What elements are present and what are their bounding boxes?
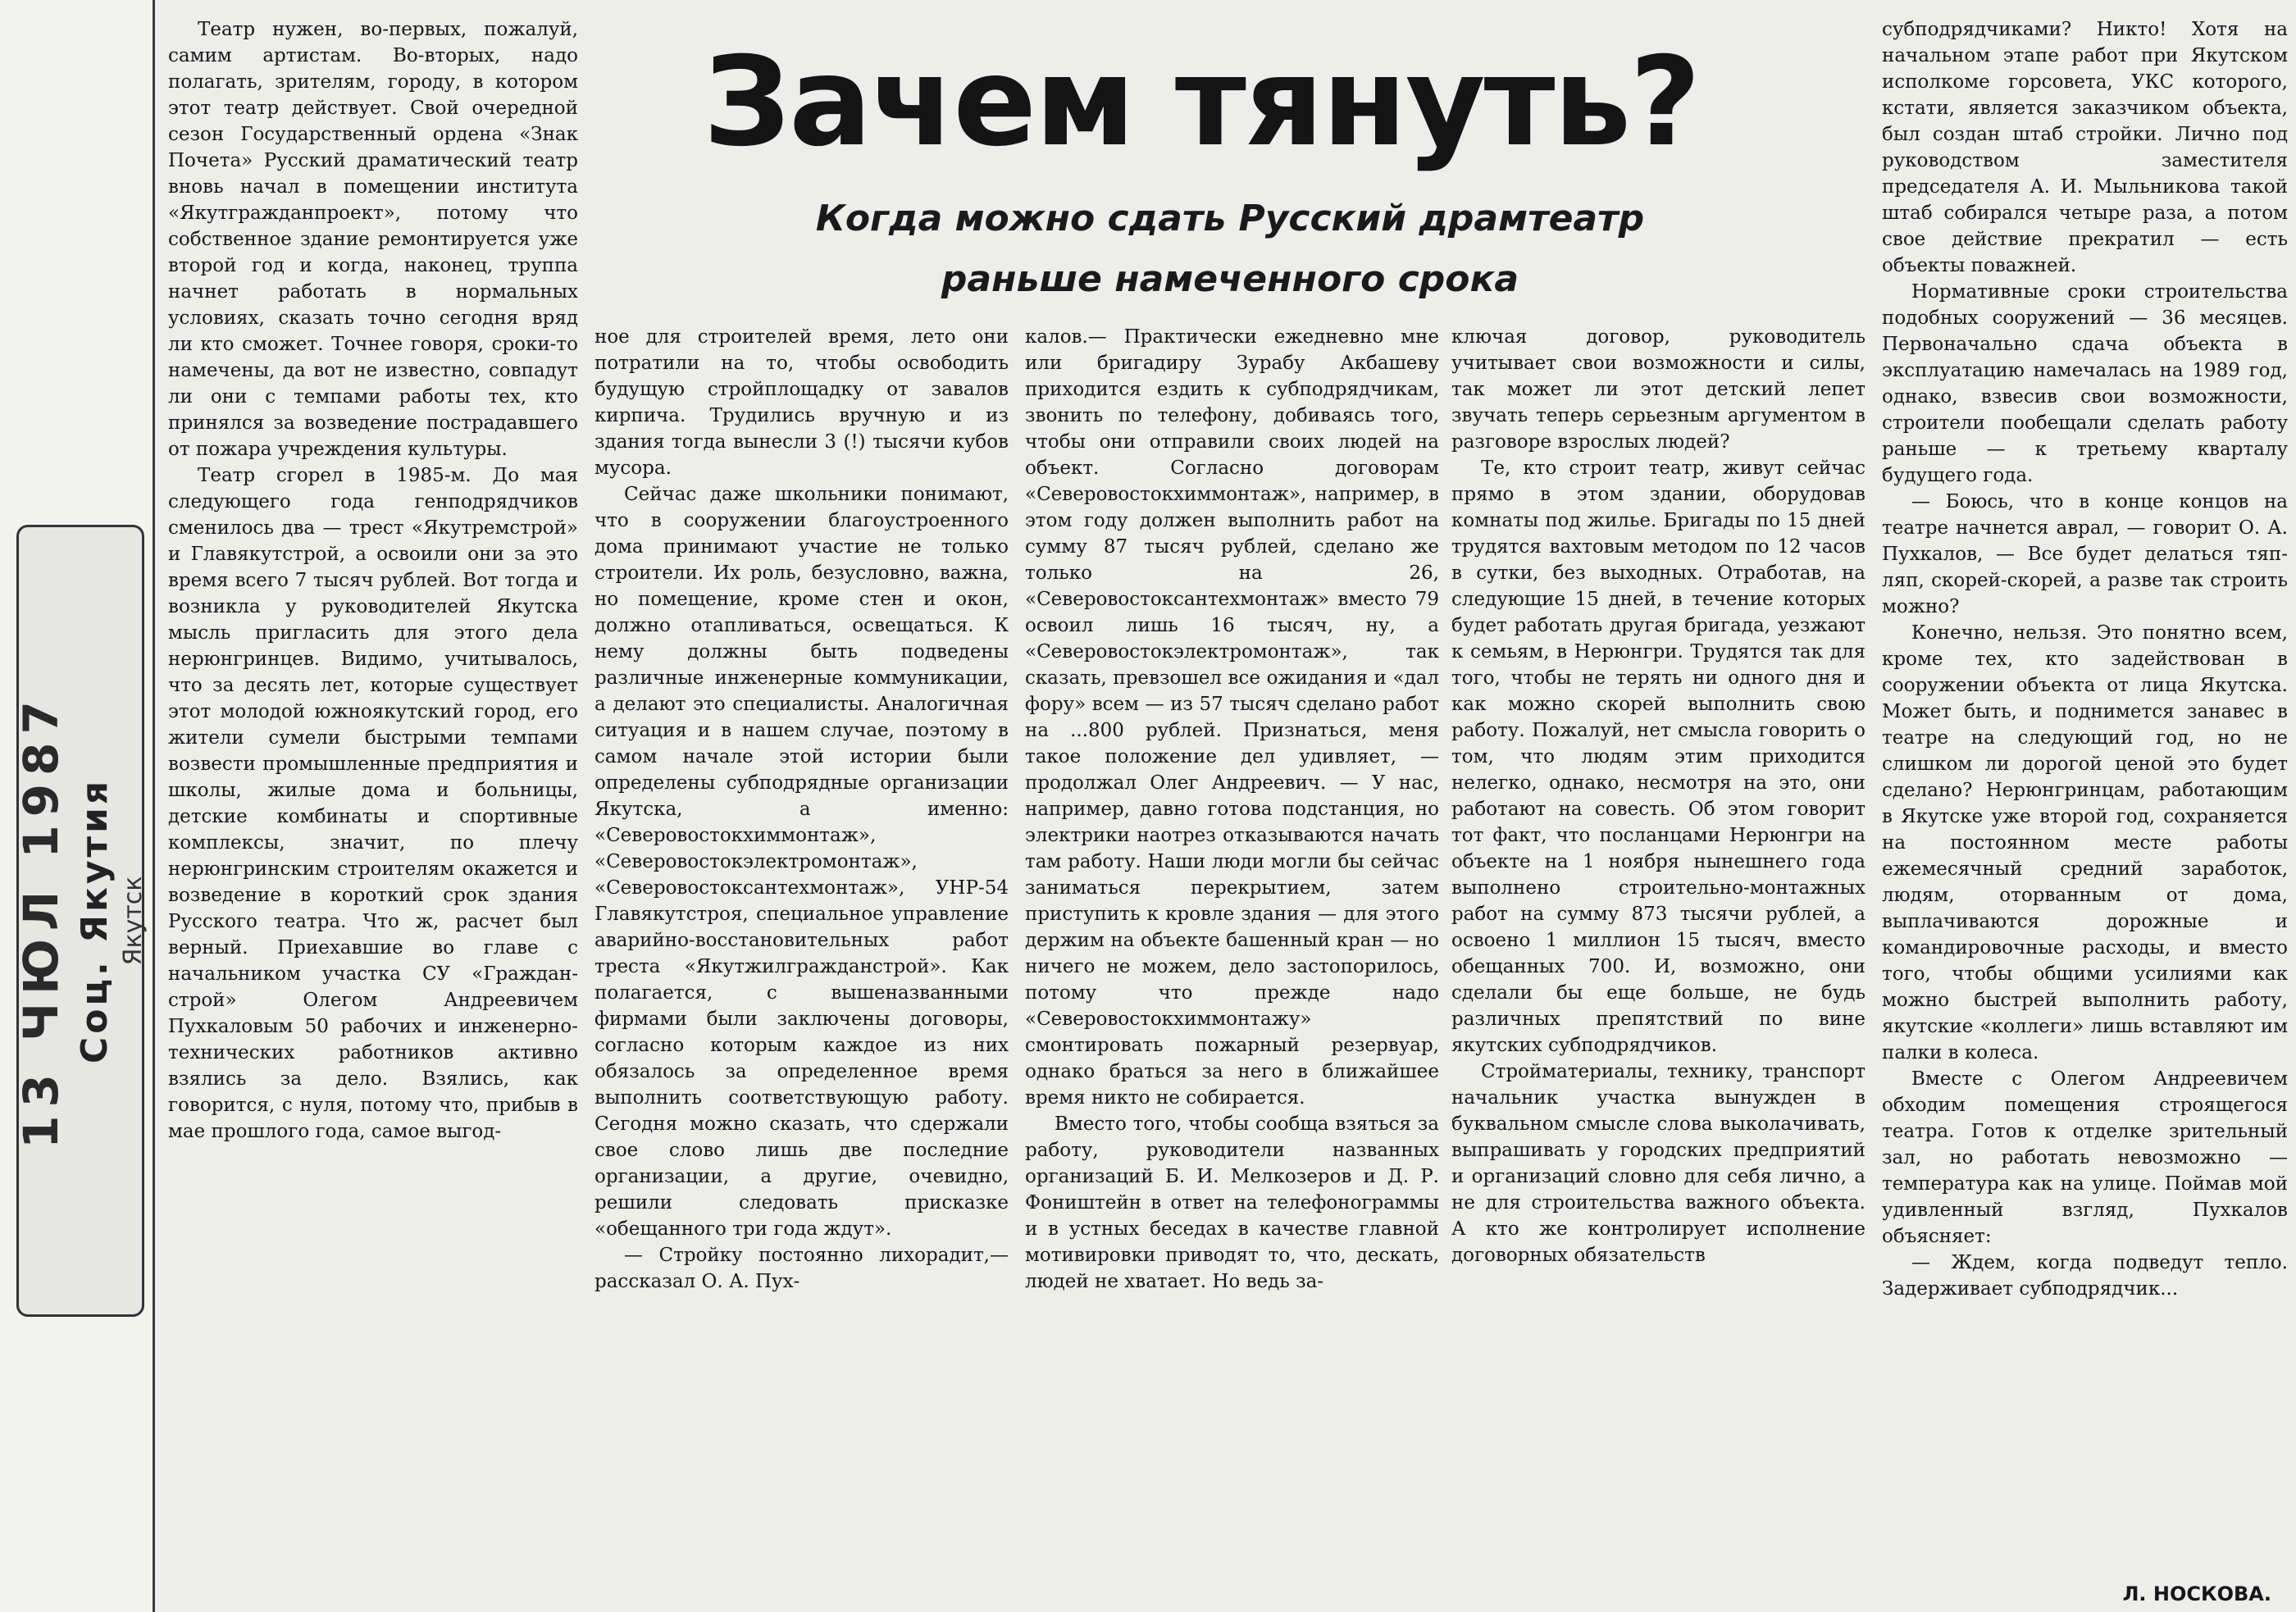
article-subheadline bbox=[722, 189, 1738, 310]
article-headline: Зачем тянуть? bbox=[703, 31, 1700, 174]
paragraph: Вместе с Олегом Андреевичем обходим помещения строящегося театра. Готов к отделке зрительный зал, но работать невозможно — температура как на улице. Поймав мой удивленный взгляд, Пухкалов объясняет: bbox=[1882, 1068, 2288, 1247]
paragraph: Вместо того, чтобы сообща взяться за работу, руководители названных организаций Б. И. Мелкозеров и Д. Р. Фоништейн в ответ на телефонограммы и в устных беседах в качестве главной мотивировки приводят то, что, дескать, людей не хватает. Но ведь за- bbox=[1025, 1113, 1439, 1292]
paragraph: ключая договор, руководитель учитывает свои возможности и силы, так может ли этот детский лепет звучать теперь серьезным аргументом в разговоре взрослых людей? bbox=[1451, 326, 1866, 453]
paragraph: ное для строителей время, лето они потратили на то, чтобы освободить будущую стройплощадку от завалов кирпича. Трудились вручную и из здания тогда вынесли 3 (!) тысячи кубов мусора. bbox=[594, 326, 1009, 479]
stamp-date: 13 ЧЮЛ 1987 bbox=[13, 693, 69, 1149]
paragraph: Сейчас даже школьники понимают, что в сооружении благоустроенного дома принимают участие не только строители. Их роль, безусловно, важна, но помещение, кроме стен и окон, должно отапливаться, освещаться. К нему должны быть подведены различные инженерные коммуникации, а делают это специалисты. Аналогичная ситуация и в нашем случае, поэтому в самом начале этой истории были определены субподрядные организации Якутска, а именно: «Северовостокхиммонтаж», «Северовостокэлектромонтаж», «Северовостоксантехмонтаж», УНР-54 Главякутстроя, специальное управление аварийно-восстановительных работ треста «Якутжилгражданстрой». Как полагается, с вышеназванными фирмами были заключены договоры, согласно которым каждое из них обязалось за определенное время выполнить соответствующую работу. Сегодня можно сказать, что сдержали свое слово лишь две последние организации, а другие, очевидно, решили следовать присказке «обещанного три года ждут». bbox=[594, 484, 1009, 1240]
subheadline-line-1: Когда можно сдать Русский драмтеатр bbox=[815, 198, 1645, 239]
paragraph: Конечно, нельзя. Это понятно всем, кроме тех, кто задействован в сооружении объекта от лица Якутска. Может быть, и поднимется занавес в театре на следующий год, но не слишком ли дорогой ценой это будет сделано? Нерюнгринцам, работающим в Якутске уже второй год, сохраняется на постоянном месте работы ежемесячный средний заработок, людям, оторванным от дома, выплачиваются дорожные и командировочные расходы, и вместо того, чтобы общими усилиями как можно быстрей выполнить работу, якутские «коллеги» лишь вставляют им палки в колеса. bbox=[1882, 622, 2288, 1063]
article-column-3 bbox=[1025, 324, 1439, 1599]
paragraph: — Боюсь, что в конце концов на театре начнется аврал, — говорит О. А. Пухкалов, — Все будет делаться тяп-ляп, скорей-скорей, а разве так строить можно? bbox=[1882, 491, 2288, 617]
clipping-edge bbox=[153, 0, 155, 1612]
article-column-4 bbox=[1451, 324, 1866, 1599]
paragraph: калов.— Практически ежедневно мне или бригадиру Зурабу Акбашеву приходится ездить к субподрядчикам, звонить по телефону, добиваясь того, чтобы они отправили своих людей на объект. Согласно договорам «Северовостокхиммонтаж», например, в этом году должен выполнить работ на сумму 87 тысяч рублей, сделано же только на 26, «Северовостоксантехмонтаж» вместо 79 освоил лишь 16 тысяч, ну, а «Северовостокэлектромонтаж», так сказать, превзошел все ожидания и «дал фору» всем — из 57 тысяч сделано работ на ...800 рублей. Признаться, меня такое положение дел удивляет, — продолжал Олег Андреевич. — У нас, например, давно готова подстанция, но электрики наотрез отказываются начать там работу. Наши люди могли бы сейчас заниматься перекрытием, затем приступить к кровле здания — для этого держим на объекте башенный кран — но ничего не можем, дело застопорилось, потому что прежде надо «Северовостокхиммонтажу» смонтировать пожарный резервуар, однако браться за него в ближайшее время никто не собирается. bbox=[1025, 326, 1439, 1109]
subheadline-line-2: раньше намеченного срока bbox=[941, 258, 1519, 300]
paragraph: Стройматериалы, технику, транспорт начальник участка вынужден в буквальном смысле слова выколачивать, выпрашивать у городских предприятий и организаций словно для себя лично, а не для строительства важного объекта. А кто же контролирует исполнение договорных обязательств bbox=[1451, 1061, 1866, 1266]
stamp-text bbox=[13, 693, 148, 1149]
article-column-2 bbox=[594, 324, 1009, 1599]
stamp-newspaper-name: Соц. Якутия bbox=[74, 777, 116, 1064]
article-column-1 bbox=[168, 16, 578, 1599]
paragraph: Театр нужен, во-первых, пожалуй, самим артистам. Во-вторых, надо полагать, зрителям, городу, в котором этот театр действует. Свой очередной сезон Государственный ордена «Знак Почета» Русский драматический театр вновь начал в помещении института «Якутгражданпроект», потому что собственное здание ремонтируется уже второй год и когда, наконец, труппа начнет работать в нормальных условиях, сказать точно сегодня вряд ли кто сможет. Точнее говоря, сроки-то намечены, да вот не известно, совпадут ли они с темпами работы тех, кто принялся за возведение пострадавшего от пожара учреждения культуры. bbox=[168, 19, 578, 460]
paragraph: — Стройку постоянно лихорадит,—рассказал О. А. Пух- bbox=[594, 1245, 1009, 1292]
stamp-city: Якутск bbox=[119, 876, 148, 966]
paragraph: субподрядчиками? Никто! Хотя на начальном этапе работ при Якутском исполкоме горсовета, УКС которого, кстати, является заказчиком объекта, был создан штаб стройки. Лично под руководством заместителя председателя А. И. Мыльникова такой штаб собирался четыре раза, а потом свое действие прекратил — есть объекты поважней. bbox=[1882, 19, 2288, 276]
paragraph: Нормативные сроки строительства подобных сооружений — 36 месяцев. Первоначально сдача объекта в эксплуатацию намечалась на 1989 год, однако, взвесив свои возможности, строители пообещали сделать работу раньше — к третьему кварталу будущего года. bbox=[1882, 281, 2288, 486]
article-column-5 bbox=[1882, 16, 2288, 1574]
paragraph: Те, кто строит театр, живут сейчас прямо в этом здании, оборудовав комнаты под жилье. Бригады по 15 дней трудятся вахтовым методом по 12 часов в сутки, без выходных. Отработав, на следующие 15 дней, в течение которых будет работать другая бригада, уезжают к семьям, в Нерюнгри. Трудятся так для того, чтобы не терять ни одного дня и как можно скорей выполнить свою работу. Пожалуй, нет смысла говорить о том, что людям этим приходится нелегко, однако, несмотря на это, они работают на совесть. Об этом говорит тот факт, что посланцами Нерюнгри на объекте на 1 ноября нынешнего года выполнено строительно-монтажных работ на сумму 873 тысячи рублей, а освоено 1 миллион 15 тысяч, вместо обещанных 700. И, возможно, они сделали бы еще больше, не будь различных препятствий по вине якутских субподрядчиков. bbox=[1451, 458, 1866, 1056]
archive-stamp bbox=[13, 525, 148, 1317]
paragraph: — Ждем, когда подведут тепло. Задерживает субподрядчик... bbox=[1882, 1252, 2288, 1300]
paragraph: Театр сгорел в 1985-м. До мая следующего года генподрядчиков сменилось два — трест «Якутремстрой» и Главякутстрой, а освоили они за это время всего 7 тысяч рублей. Вот тогда и возникла у руководителей Якутска мысль пригласить для этого дела нерюнгринцев. Видимо, учитывалось, что за десять лет, которые существует этот молодой южноякутский город, его жители сумели быстрыми темпами возвести промышленные предприятия и школы, жилые дома и больницы, детские комбинаты и спортивные комплексы, значит, по плечу нерюнгринским строителям окажется и возведение в короткий срок здания Русского театра. Что ж, расчет был верный. Приехавшие во главе с начальником участка СУ «Граждан-строй» Олегом Андреевичем Пухкаловым 50 рабочих и инженерно-технических работников активно взялись за дело. Взялись, как говорится, с нуля, потому что, прибыв в мае прошлого года, самое выгод- bbox=[168, 465, 578, 1142]
author-signature: Л. НОСКОВА. bbox=[2122, 1582, 2271, 1605]
